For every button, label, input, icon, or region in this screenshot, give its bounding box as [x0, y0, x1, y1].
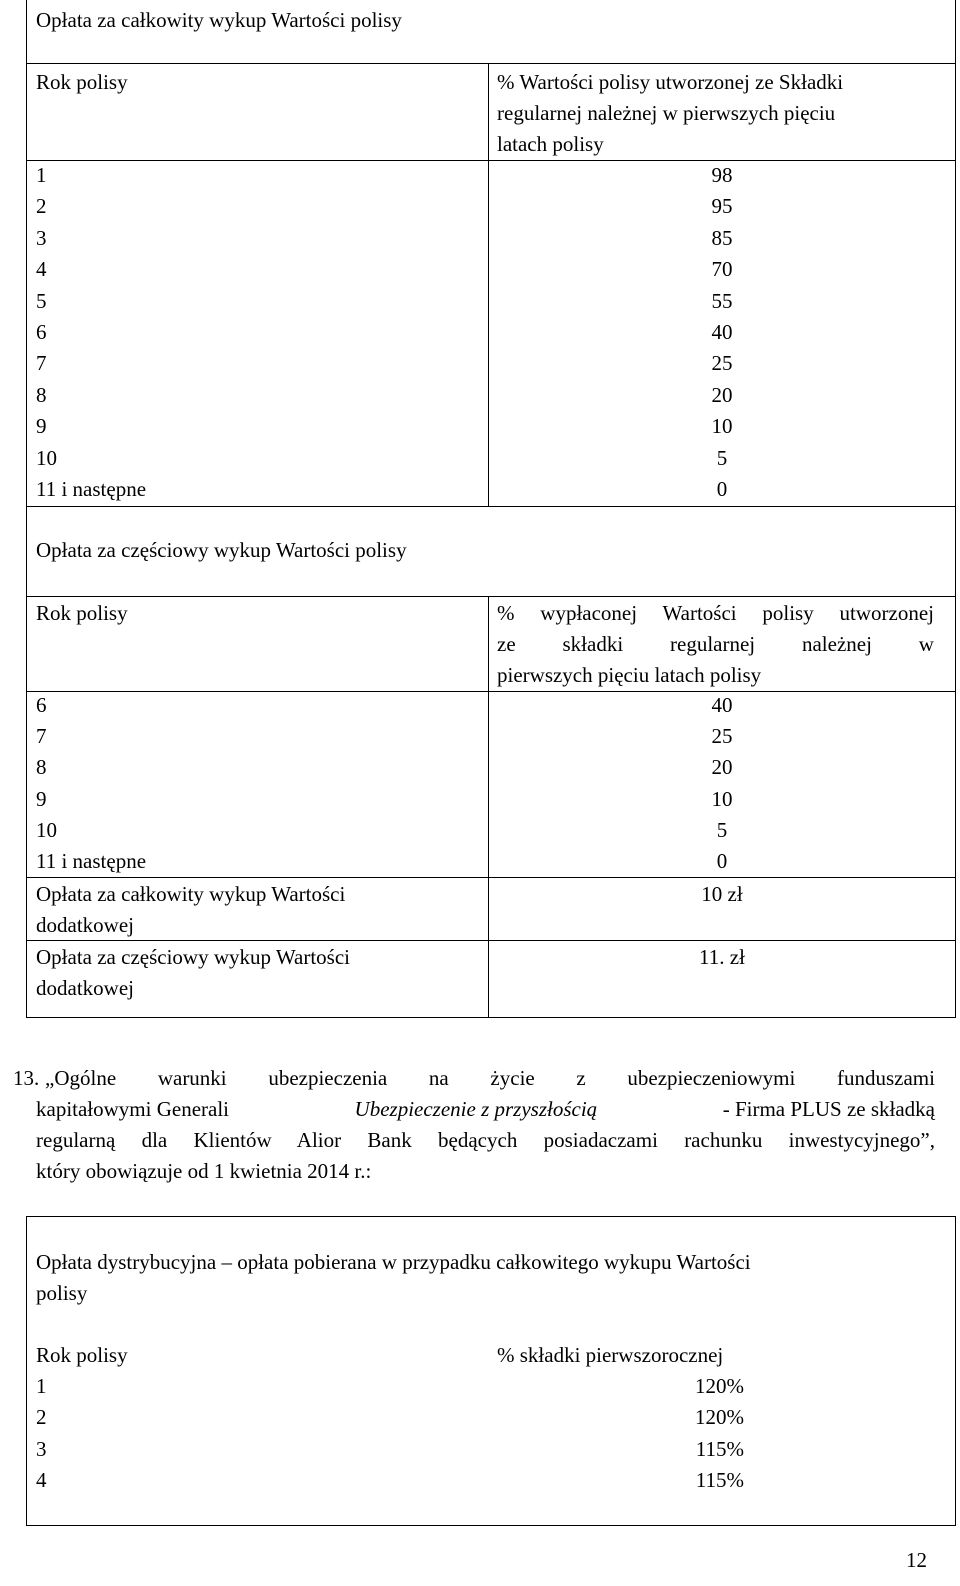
- s1-row-year: 1: [36, 163, 47, 187]
- s3-row-value: 120%: [695, 1374, 744, 1398]
- s1-row-year: 6: [36, 320, 47, 344]
- s1-row-value: 10: [711, 414, 733, 439]
- s1-header-percent-line3: latach polisy: [497, 132, 604, 156]
- divider: [26, 63, 956, 64]
- divider: [26, 506, 956, 507]
- p13-line2-post: - Firma PLUS ze składką: [722, 1097, 935, 1121]
- s3-row-year: 1: [36, 1374, 47, 1398]
- s1-row-value: 25: [711, 351, 733, 376]
- divider: [26, 940, 956, 941]
- column-divider: [488, 691, 489, 1018]
- s2-header-year: Rok polisy: [36, 601, 128, 625]
- s1-row-value: 85: [711, 225, 733, 250]
- p13-word: na: [428, 1066, 449, 1090]
- s3-row-value: 115%: [695, 1436, 744, 1461]
- p13-word: z: [576, 1066, 586, 1090]
- full-additional-surrender-label-line2: dodatkowej: [36, 913, 134, 937]
- distribution-fee-title-line2: polisy: [36, 1281, 88, 1305]
- s2-header-percent-line1: % wypłaconej Wartości polisy utworzonej: [497, 601, 934, 625]
- s3-row-value: 120%: [695, 1405, 744, 1430]
- s1-row-year: 5: [36, 288, 47, 313]
- distribution-fee-title-line1: Opłata dystrybucyjna – opłata pobierana w przypadku całkowitego wykupu Wartości: [36, 1250, 751, 1274]
- full-additional-surrender-value: 10 zł: [701, 882, 743, 906]
- s1-row-value: 40: [711, 320, 733, 344]
- product-name: Ubezpieczenie z przyszłością: [354, 1097, 598, 1121]
- s2-header-word: ze: [497, 632, 516, 656]
- partial-additional-surrender-label-line1: Opłata za częściowy wykup Wartości: [36, 945, 350, 969]
- divider: [26, 877, 956, 878]
- s1-row-value: 0: [716, 477, 728, 501]
- s2-row-value: 25: [711, 724, 733, 749]
- s1-row-value: 20: [711, 382, 733, 407]
- column-divider: [488, 63, 489, 160]
- s1-row-year: 9: [36, 414, 47, 439]
- s2-header-word: należnej: [801, 632, 872, 656]
- s1-row-year: 7: [36, 351, 47, 376]
- divider: [26, 596, 956, 597]
- s3-header-percent: % składki pierwszorocznej: [497, 1343, 724, 1367]
- column-divider: [488, 160, 489, 506]
- section-number: 13.: [13, 1066, 40, 1090]
- s1-row-value: 95: [711, 194, 733, 219]
- s1-row-year: 8: [36, 382, 47, 407]
- s3-row-year: 3: [36, 1436, 47, 1461]
- s2-row-year: 6: [36, 693, 47, 717]
- s2-row-value: 0: [716, 849, 728, 873]
- partial-surrender-fee-title: Opłata za częściowy wykup Wartości polisy: [36, 538, 407, 562]
- s1-row-year: 10: [36, 445, 57, 470]
- p13-word: funduszami: [837, 1066, 935, 1090]
- s2-row-year: 8: [36, 755, 47, 780]
- paragraph-13-line4: który obowiązuje od 1 kwietnia 2014 r.:: [36, 1159, 372, 1183]
- partial-additional-surrender-label-line2: dodatkowej: [36, 976, 134, 1000]
- s2-row-value: 5: [716, 817, 728, 842]
- column-divider: [488, 596, 489, 691]
- s3-row-year: 2: [36, 1405, 47, 1430]
- p13-word: warunki: [157, 1066, 227, 1090]
- s2-header-percent-line3: pierwszych pięciu latach polisy: [497, 663, 762, 687]
- s2-row-year: 10: [36, 817, 57, 842]
- s1-row-value: 5: [716, 445, 728, 470]
- s1-row-value: 98: [711, 163, 733, 187]
- s1-row-year: 3: [36, 225, 47, 250]
- p13-word: „Ogólne: [45, 1066, 117, 1090]
- s2-header-percent-line2: [497, 629, 934, 660]
- p13-word: ubezpieczeniowymi: [627, 1066, 796, 1090]
- s3-row-year: 4: [36, 1467, 47, 1492]
- s2-row-year: 7: [36, 724, 47, 749]
- s2-row-value: 20: [711, 755, 733, 780]
- s2-row-value: 40: [711, 693, 733, 717]
- page-number: 12: [906, 1548, 927, 1572]
- s2-row-value: 10: [711, 786, 733, 811]
- s1-header-year: Rok polisy: [36, 70, 128, 94]
- full-surrender-fee-title: Opłata za całkowity wykup Wartości polisy: [36, 8, 402, 32]
- partial-additional-surrender-value: 11. zł: [699, 945, 745, 969]
- s1-row-year: 2: [36, 194, 47, 219]
- paragraph-13-line1: [45, 1063, 935, 1094]
- s1-row-value: 70: [711, 257, 733, 282]
- s1-header-percent-line1: % Wartości polisy utworzonej ze Składki: [497, 70, 844, 94]
- paragraph-13-line3: regularną dla Klientów Alior Bank będących posiadaczami rachunku inwestycyjnego”,: [36, 1128, 935, 1152]
- s2-row-year: 9: [36, 786, 47, 811]
- p13-word: ubezpieczenia: [268, 1066, 388, 1090]
- full-additional-surrender-label-line1: Opłata za całkowity wykup Wartości: [36, 882, 346, 906]
- s1-row-year: 4: [36, 257, 47, 282]
- p13-line2-pre: kapitałowymi Generali: [36, 1097, 230, 1121]
- s1-row-year: 11 i następne: [36, 477, 147, 501]
- s1-row-value: 55: [711, 288, 733, 313]
- s2-header-word: w: [918, 632, 934, 656]
- s3-header-year: Rok polisy: [36, 1343, 128, 1367]
- s2-header-word: regularnej: [670, 632, 756, 656]
- p13-word: życie: [490, 1066, 535, 1090]
- s1-header-percent-line2: regularnej należnej w pierwszych pięciu: [497, 101, 836, 125]
- s2-row-year: 11 i następne: [36, 849, 147, 873]
- s2-header-word: składki: [562, 632, 624, 656]
- s3-row-value: 115%: [695, 1467, 744, 1492]
- paragraph-13-line2: [36, 1094, 935, 1125]
